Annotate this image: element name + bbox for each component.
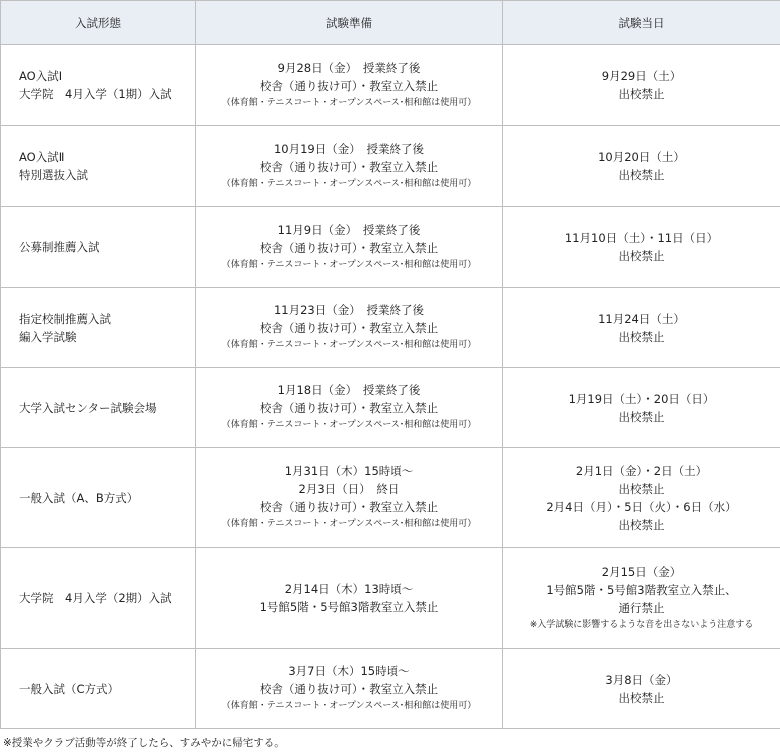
preparation-text: 2月3日（日） 終日	[298, 482, 400, 496]
exam-day-text: 10月20日（土）	[598, 150, 685, 164]
preparation-cell	[196, 548, 503, 649]
exam-type-text: 一般入試（A、B方式）	[19, 490, 139, 505]
exam-day-note: ※入学試験に影響するような音を出さないよう注意する	[529, 619, 754, 630]
table-row	[1, 649, 780, 729]
exam-day-cell	[503, 45, 780, 126]
preparation-cell	[196, 448, 503, 548]
exam-type-text: 大学院 4月入学（1期）入試	[19, 87, 172, 101]
exam-day-text: 1号館5階・5号館3階教室立入禁止、	[546, 582, 737, 597]
exam-type-text: 指定校制推薦入試	[19, 311, 111, 326]
preparation-text: 校舎（通り抜け可）・教室立入禁止	[259, 401, 439, 415]
preparation-text: 校舎（通り抜け可）・教室立入禁止	[259, 321, 439, 335]
preparation-cell	[196, 649, 503, 729]
preparation-note: （体育館・テニスコート・オープンスペース･相和館は使用可）	[221, 519, 477, 529]
exam-type-text: 一般入試（C方式）	[19, 681, 120, 696]
exam-day-cell	[503, 548, 780, 649]
exam-type-text: AO入試Ⅰ	[19, 69, 63, 83]
exam-day-text: 出校禁止	[618, 168, 665, 182]
exam-day-cell	[503, 288, 780, 368]
exam-day-text: 出校禁止	[618, 329, 665, 344]
exam-day-text: 2月4日（月）・5日（火）・6日（水）	[546, 499, 737, 514]
exam-type-text: AO入試Ⅱ	[19, 150, 65, 164]
exam-type-cell	[1, 288, 196, 368]
preparation-text: 1号館5階・5号館3階教室立入禁止	[259, 600, 439, 614]
exam-type-text: 大学入試センター試験会場	[19, 400, 157, 415]
exam-type-cell	[1, 448, 196, 548]
preparation-cell	[196, 207, 503, 288]
preparation-note: （体育館・テニスコート・オープンスペース･相和館は使用可）	[221, 259, 477, 270]
table-row	[1, 448, 780, 548]
table-row	[1, 368, 780, 448]
preparation-cell	[196, 368, 503, 448]
preparation-text: 10月19日（金） 授業終了後	[273, 141, 424, 156]
exam-day-text: 11月10日（土）・11日（日）	[564, 231, 719, 245]
exam-type-cell	[1, 548, 196, 649]
table-row	[1, 126, 780, 207]
table-row	[1, 207, 780, 288]
preparation-text: 11月9日（金） 授業終了後	[277, 222, 421, 237]
table-row	[1, 288, 780, 368]
exam-day-text: 11月24日（土）	[598, 311, 685, 326]
exam-day-text: 出校禁止	[618, 87, 665, 101]
preparation-cell	[196, 45, 503, 126]
exam-type-text: 編入学試験	[19, 329, 77, 344]
preparation-cell	[196, 126, 503, 207]
exam-day-cell	[503, 207, 780, 288]
table-row	[1, 548, 780, 649]
preparation-note: （体育館・テニスコート・オープンスペース･相和館は使用可）	[221, 97, 477, 108]
preparation-note: （体育館・テニスコート・オープンスペース･相和館は使用可）	[221, 178, 477, 189]
preparation-note: （体育館・テニスコート・オープンスペース･相和館は使用可）	[221, 420, 477, 430]
exam-day-cell	[503, 649, 780, 729]
table-row	[1, 45, 780, 126]
preparation-text: 3月7日（木）15時頃～	[288, 664, 410, 678]
exam-day-text: 出校禁止	[618, 249, 665, 263]
exam-day-text: 2月15日（金）	[601, 564, 682, 579]
preparation-text: 1月18日（金） 授業終了後	[277, 383, 421, 397]
preparation-text: 11月23日（金） 授業終了後	[273, 303, 424, 317]
preparation-text: 校舎（通り抜け可）・教室立入禁止	[259, 159, 439, 174]
exam-type-cell	[1, 649, 196, 729]
header-exam-day: 試験当日	[503, 1, 780, 45]
exam-day-cell	[503, 126, 780, 207]
footnote: ※授業やクラブ活動等が終了したら、すみやかに帰宅する。	[3, 737, 285, 749]
exam-day-cell	[503, 448, 780, 548]
exam-day-text: 通行禁止	[618, 600, 665, 615]
preparation-text: 1月31日（木）15時頃～	[284, 464, 414, 478]
exam-type-text: 特別選抜入試	[19, 168, 88, 182]
exam-type-cell	[1, 207, 196, 288]
exam-day-text: 3月8日（金）	[605, 672, 678, 687]
exam-type-cell	[1, 126, 196, 207]
exam-day-text: 出校禁止	[618, 690, 665, 705]
preparation-text: 校舎（通り抜け可）・教室立入禁止	[259, 240, 439, 255]
preparation-cell	[196, 288, 503, 368]
exam-type-text: 大学院 4月入学（2期）入試	[19, 591, 172, 605]
exam-day-text: 1月19日（土）・20日（日）	[568, 391, 715, 406]
exam-day-cell	[503, 368, 780, 448]
table-header-row	[1, 1, 780, 45]
preparation-text: 校舎（通り抜け可）・教室立入禁止	[259, 78, 439, 93]
exam-day-text: 出校禁止	[618, 409, 665, 424]
header-exam-preparation: 試験準備	[196, 1, 503, 45]
exam-type-text: 公募制推薦入試	[19, 240, 100, 254]
preparation-text: 校舎（通り抜け可）・教室立入禁止	[259, 682, 439, 696]
exam-day-text: 2月1日（金）・2日（土）	[575, 463, 708, 478]
preparation-note: （体育館・テニスコート・オープンスペース･相和館は使用可）	[221, 701, 477, 711]
exam-type-cell	[1, 368, 196, 448]
preparation-note: （体育館・テニスコート・オープンスペース･相和館は使用可）	[221, 340, 477, 350]
preparation-text: 9月28日（金） 授業終了後	[277, 60, 421, 75]
exam-type-cell	[1, 45, 196, 126]
header-exam-type: 入試形態	[1, 1, 196, 45]
exam-day-text: 9月29日（土）	[601, 69, 682, 83]
exam-day-text: 出校禁止	[618, 481, 665, 496]
exam-day-text: 出校禁止	[618, 517, 665, 532]
preparation-text: 2月14日（木）13時頃～	[284, 582, 414, 596]
preparation-text: 校舎（通り抜け可）・教室立入禁止	[259, 500, 439, 514]
